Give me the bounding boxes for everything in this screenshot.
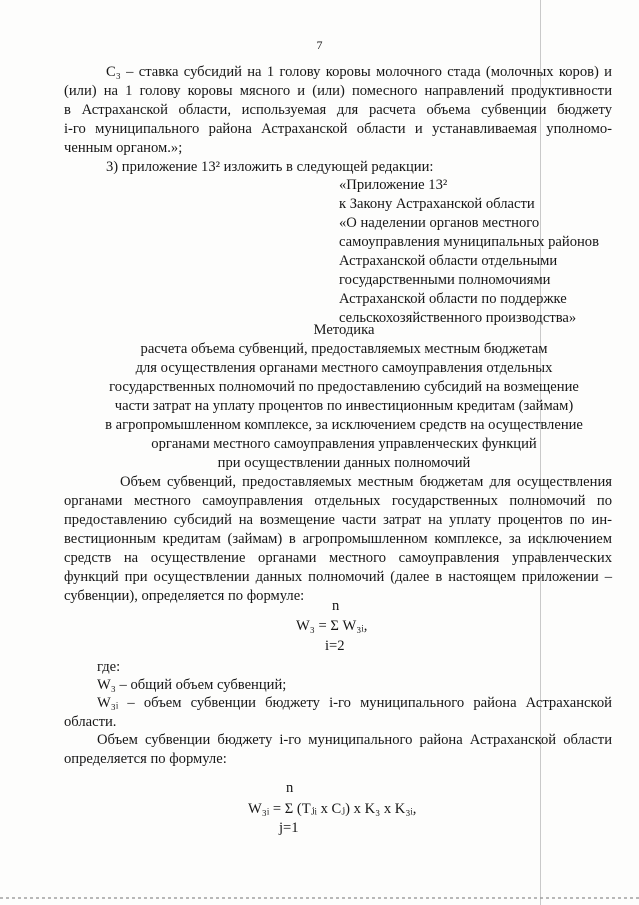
subtitle-line: для осуществления органами местного самоуправления отдельных [135, 360, 553, 376]
text-line: субвенции), определяется по формуле: [64, 588, 305, 604]
text-line: С₃ – ставка субсидий на 1 голову коровы молочного стада (молочных коров) и [106, 64, 612, 80]
subtitle-line: органами местного самоуправления управленческих функций [151, 436, 537, 452]
item-3: 3) приложение 13² изложить в следующей редакции: [106, 159, 434, 175]
methodology-subtitle [40, 340, 639, 473]
appendix-line: «Приложение 13² [339, 177, 448, 193]
text-line: вестиционным кредитам (займам) в агропромышленном комплексе, за исключением [64, 531, 612, 547]
formula-expression: W₃ᵢ = Σ (Tⱼᵢ x Cⱼ) x K₃ x K₃ᵢ, [248, 801, 417, 817]
text-line: предоставлению субсидий на возмещение части затрат на уплату процентов по ин- [64, 512, 612, 528]
sum-upper-limit: n [286, 780, 294, 796]
appendix-line: Астраханской области отдельными [339, 253, 558, 269]
text-line: ченным органом.»; [64, 140, 183, 156]
formula-expression: W₃ = Σ W₃ᵢ, [296, 618, 368, 634]
subtitle-line: части затрат на уплату процентов по инвестиционным кредитам (займам) [114, 398, 574, 414]
appendix-line: самоуправления муниципальных районов [339, 234, 599, 250]
appendix-line: к Закону Астраханской области [339, 196, 535, 212]
sum-lower-limit: j=1 [279, 820, 299, 836]
subtitle-line: в агропромышленном комплексе, за исключением средств на осуществление [105, 417, 583, 433]
formula-total [0, 598, 639, 658]
text-line: W₃ᵢ – объем субвенции бюджету i-го муниципального района Астраханской [97, 695, 612, 711]
text-line: функций при осуществлении данных полномочий (далее в настоящем приложении – [64, 569, 612, 585]
appendix-line: «О наделении органов местного [339, 215, 540, 231]
text-line: органами местного самоуправления отдельных государственных полномочий по [64, 493, 612, 509]
appendix-line: сельскохозяйственного производства» [339, 310, 577, 326]
intro-paragraph [64, 63, 612, 158]
subtitle-line: при осуществлении данных полномочий [217, 455, 471, 471]
text-line: Объем субвенций, предоставляемых местным бюджетам для осуществления [120, 474, 612, 490]
sum-lower-limit: i=2 [325, 638, 345, 654]
appendix-line: Астраханской области по поддержке [339, 291, 567, 307]
text-line: Объем субвенции бюджету i-го муниципального района Астраханской области [97, 732, 612, 748]
text-line: (или) на 1 голову коровы мясного и (или) помесного направлений продуктивности [64, 83, 612, 99]
formula-district [0, 780, 639, 840]
text-line: определяется по формуле: [64, 751, 227, 767]
volume-paragraph [64, 473, 612, 606]
appendix-line: государственными полномочиями [339, 272, 551, 288]
methodology-title: Методика [313, 322, 375, 338]
text-line: в Астраханской области, используемая для расчета объема субвенции бюджету [64, 102, 612, 118]
definition-w3: W₃ – общий объем субвенций; [97, 677, 287, 693]
where-label: где: [97, 659, 121, 675]
page-number: 7 [316, 38, 323, 52]
subtitle-line: расчета объема субвенций, предоставляемых местным бюджетам [140, 341, 548, 357]
subtitle-line: государственных полномочий по предоставлению субсидий на возмещение [109, 379, 579, 395]
text-line: области. [64, 714, 117, 730]
appendix-header [339, 176, 619, 328]
definition-w3i [64, 694, 612, 732]
text-line: средств на осуществление органами местного самоуправления управленческих [64, 550, 612, 566]
text-line: i-го муниципального района Астраханской области и устанавливаемая уполномо- [64, 121, 612, 137]
scan-bottom-edge [0, 897, 639, 899]
sum-upper-limit: n [332, 598, 340, 614]
district-paragraph [64, 731, 612, 769]
